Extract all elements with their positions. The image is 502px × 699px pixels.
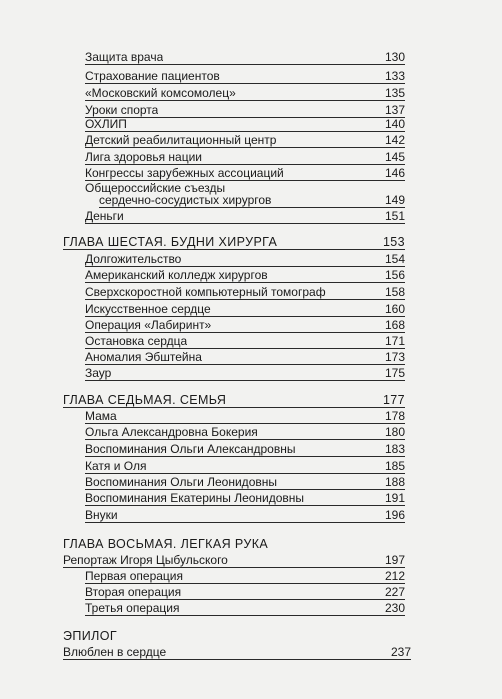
toc-entry-title: Долгожительство [85, 253, 182, 266]
toc-entry-title: Воспоминания Ольги Леонидовны [85, 476, 277, 489]
toc-entry-page: 158 [384, 285, 405, 299]
toc-entry-title: Вторая операция [85, 586, 182, 599]
toc-entry [85, 117, 405, 132]
toc-entry [85, 69, 405, 84]
toc-chapter [63, 235, 405, 250]
toc-chapter-page: 177 [382, 393, 405, 407]
toc-entry-page: 156 [384, 268, 405, 282]
toc-chapter-title: ГЛАВА ШЕСТАЯ. БУДНИ ХИРУРГА [63, 236, 278, 249]
toc-entry [85, 491, 405, 506]
toc-entry-page: 212 [384, 569, 405, 583]
toc-entry-title: Влюблен в сердце [63, 646, 167, 659]
toc-entry [85, 585, 405, 600]
toc-entry [85, 601, 405, 616]
toc-entry-title: Страхование пациентов [85, 70, 220, 83]
toc-entry [85, 366, 405, 381]
toc-entry-page: 171 [384, 334, 405, 348]
toc-entry-title: Деньги [85, 210, 124, 223]
toc-entry [63, 553, 405, 568]
toc-entry [85, 442, 405, 457]
toc-chapter [63, 629, 405, 643]
toc-entry-page: 191 [384, 491, 405, 505]
toc-entry-title: Уроки спорта [85, 104, 159, 117]
toc-entry-page: 237 [390, 645, 411, 659]
toc-entry [85, 133, 405, 148]
toc-entry [85, 459, 405, 474]
toc-entry-page: 149 [384, 193, 405, 207]
toc-entry [85, 150, 405, 165]
toc-chapter-title: ГЛАВА СЕДЬМАЯ. СЕМЬЯ [63, 394, 227, 407]
toc-entry-page: 130 [384, 50, 405, 64]
toc-entry [85, 569, 405, 584]
toc-entry-page: 142 [384, 133, 405, 147]
toc-entry-page: 173 [384, 350, 405, 364]
toc-entry-page: 160 [384, 302, 405, 316]
toc-entry-page: 180 [384, 425, 405, 439]
toc-entry [85, 318, 405, 333]
toc-entry-title: Американский колледж хирургов [85, 269, 268, 282]
toc-entry-page: 140 [384, 117, 405, 131]
toc-entry-title: Катя и Оля [85, 460, 147, 473]
toc-entry [85, 350, 405, 365]
toc-entry-page: 137 [384, 103, 405, 117]
toc-entry-title: Заур [85, 367, 112, 380]
toc-entry-page: 185 [384, 459, 405, 473]
toc-entry-page: 151 [384, 209, 405, 223]
toc-entry-title: «Московский комсомолец» [85, 87, 236, 100]
toc-entry [85, 508, 405, 523]
toc-entry-page: 178 [384, 409, 405, 423]
toc-entry-page: 154 [384, 252, 405, 266]
toc-entry-title: Искусственное сердце [85, 303, 211, 316]
toc-entry [85, 166, 405, 181]
toc-entry-title: Мама [85, 410, 117, 423]
toc-entry [85, 425, 405, 440]
toc-entry-title: Остановка сердца [85, 335, 188, 348]
toc-entry-title: Лига здоровья нации [85, 151, 202, 164]
toc-chapter-title: ГЛАВА ВОСЬМАЯ. ЛЕГКАЯ РУКА [63, 538, 269, 551]
toc-entry-title: Внуки [85, 509, 118, 522]
toc-entry-title: Операция «Лабиринт» [85, 319, 212, 332]
toc-entry-title: Общероссийские съезды [85, 182, 226, 195]
toc-chapter-title: ЭПИЛОГ [63, 630, 118, 643]
toc-entry-title: Репортаж Игоря Цыбульского [63, 554, 228, 567]
toc-entry-page: 175 [384, 366, 405, 380]
toc-entry [63, 645, 411, 660]
toc-entry [85, 86, 405, 101]
toc-chapter-page: 153 [382, 235, 405, 249]
toc-entry-title: Воспоминания Екатерины Леонидовны [85, 492, 305, 505]
toc-entry-page: 197 [384, 553, 405, 567]
toc-entry-page: 196 [384, 508, 405, 522]
toc-entry-title: Ольга Александровна Бокерия [85, 426, 258, 439]
toc-entry [85, 252, 405, 267]
toc-entry-title: Детский реабилитационный центр [85, 134, 277, 147]
toc-entry [85, 334, 405, 349]
toc-entry-page: 135 [384, 86, 405, 100]
toc-entry-page: 133 [384, 69, 405, 83]
toc-entry [85, 475, 405, 490]
toc-entry [85, 302, 405, 317]
toc-entry-title: сердечно-сосудистых хирургов [99, 194, 272, 207]
toc-entry-page: 188 [384, 475, 405, 489]
toc-entry-page: 230 [384, 601, 405, 615]
toc-entry [85, 209, 405, 224]
toc-entry [85, 285, 405, 300]
toc-entry-page: 227 [384, 585, 405, 599]
toc-chapter [63, 393, 405, 408]
toc-entry-title: Конгрессы зарубежных ассоциаций [85, 167, 284, 180]
toc-entry [99, 193, 405, 208]
toc-entry-title: Защита врача [85, 51, 164, 64]
toc-entry-page: 145 [384, 150, 405, 164]
toc-entry-title: ОХЛИП [85, 118, 127, 131]
toc-entry-title: Воспоминания Ольги Александровны [85, 443, 296, 456]
toc-entry [85, 50, 405, 65]
toc-chapter [63, 537, 405, 551]
toc-entry [85, 409, 405, 424]
toc-entry-title: Третья операция [85, 602, 180, 615]
toc-entry [85, 103, 405, 118]
toc-entry-title: Аномалия Эбштейна [85, 351, 202, 364]
toc-entry-page: 168 [384, 318, 405, 332]
toc-entry-page: 183 [384, 442, 405, 456]
toc-entry-title: Сверхскоростной компьютерный томограф [85, 286, 326, 299]
toc-entry-title: Первая операция [85, 570, 183, 583]
toc-entry [85, 268, 405, 283]
toc-entry-page: 146 [384, 166, 405, 180]
